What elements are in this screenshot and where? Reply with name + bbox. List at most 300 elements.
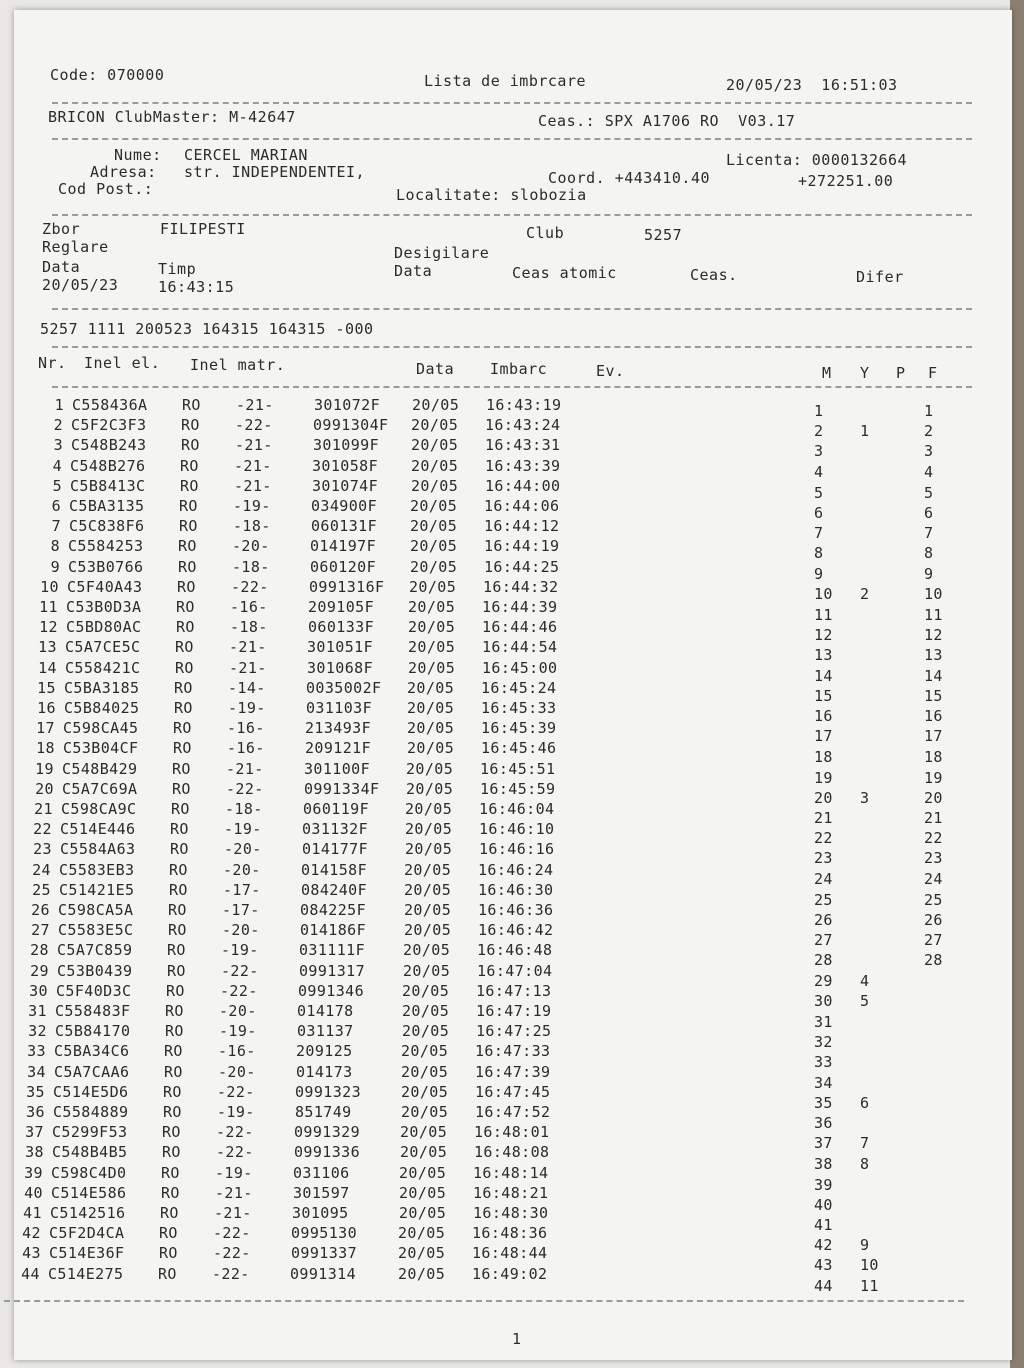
cell-f: 11: [924, 606, 943, 624]
cell-time: 16:48:08: [474, 1143, 550, 1162]
header-p: P: [896, 364, 906, 382]
cell-inel-el: C558436A: [72, 396, 148, 414]
cell-time: 16:45:59: [480, 779, 556, 798]
cell-inel-el: C5F2C3F3: [71, 416, 147, 435]
cell-inel-matr: 014177F: [302, 840, 369, 859]
cell-m: 30: [814, 991, 833, 1010]
cell-year: -22-: [217, 1082, 255, 1101]
header-f: F: [928, 364, 938, 382]
cell-nr: 37: [25, 1123, 44, 1142]
cell-f: 23: [924, 849, 943, 868]
cell-inel-el: C5F2D4CA: [49, 1224, 125, 1243]
cell-time: 16:44:00: [485, 476, 561, 495]
cell-inel-el: C598C4D0: [51, 1163, 127, 1182]
cell-nr: 40: [24, 1183, 43, 1202]
cell-inel-matr: 209121F: [305, 739, 372, 758]
cell-country: RO: [166, 981, 185, 1000]
cell-date: 20/05: [411, 476, 459, 495]
cell-year: -21-: [215, 1183, 253, 1202]
cell-date: 20/05: [399, 1204, 447, 1222]
cell-date: 20/05: [411, 456, 459, 475]
cell-nr: 39: [24, 1163, 43, 1182]
cell-nr: 2: [53, 416, 63, 435]
cell-m: 44: [814, 1276, 833, 1295]
cell-inel-el: C5F40A43: [67, 577, 143, 596]
cell-country: RO: [165, 1022, 184, 1041]
cell-inel-el: C5584A63: [60, 840, 136, 859]
cell-date: 20/05: [410, 537, 458, 556]
cell-year: -20-: [223, 860, 261, 879]
cell-inel-matr: 209125: [296, 1042, 353, 1061]
printout-page: [14, 10, 1012, 1360]
cell-inel-el: C548B276: [70, 456, 146, 475]
cell-country: RO: [164, 1042, 183, 1061]
cell-inel-matr: 031132F: [302, 820, 369, 839]
cell-nr: 27: [31, 921, 50, 940]
cell-year: -22-: [235, 416, 273, 435]
cell-nr: 22: [33, 820, 52, 839]
cell-country: RO: [176, 618, 195, 637]
cell-year: -16-: [230, 598, 268, 616]
cell-date: 20/05: [401, 1103, 449, 1121]
cell-inel-el: C5583E5C: [58, 921, 134, 940]
cell-year: -22-: [221, 961, 259, 980]
cell-time: 16:44:39: [482, 598, 558, 616]
cell-nr: 41: [23, 1204, 42, 1222]
cell-inel-matr: 301068F: [307, 658, 374, 677]
cell-year: -16-: [227, 739, 265, 758]
divider: [52, 214, 972, 216]
cell-nr: 8: [50, 537, 60, 556]
cell-country: RO: [163, 1082, 182, 1101]
cell-nr: 12: [39, 618, 58, 637]
reglare-label: Reglare: [42, 238, 109, 256]
cell-f: 4: [924, 462, 934, 481]
cell-time: 16:45:24: [481, 678, 557, 697]
cell-time: 16:47:39: [475, 1062, 551, 1081]
cell-country: RO: [173, 719, 192, 738]
cell-inel-matr: 0991346: [298, 981, 365, 1000]
cell-m: 14: [814, 666, 833, 685]
cell-date: 20/05: [402, 1002, 450, 1020]
cell-time: 16:46:36: [478, 901, 554, 919]
cell-country: RO: [163, 1103, 182, 1121]
cell-time: 16:47:25: [476, 1022, 552, 1041]
cell-nr: 44: [21, 1264, 40, 1283]
cell-inel-matr: 301099F: [313, 436, 380, 455]
cell-m: 38: [814, 1155, 833, 1174]
cell-f: 5: [924, 483, 934, 502]
cell-year: -17-: [222, 901, 260, 919]
cell-f: 9: [924, 564, 934, 583]
cell-year: -21-: [234, 476, 272, 495]
cell-country: RO: [182, 396, 201, 414]
cell-time: 16:44:12: [484, 517, 560, 536]
cell-inel-matr: 0995130: [291, 1224, 358, 1243]
cell-inel-el: C5299F53: [52, 1123, 128, 1142]
zbor-label: Zbor: [42, 220, 81, 238]
cell-inel-matr: 301072F: [314, 396, 381, 414]
header-nr: Nr.: [38, 354, 67, 372]
cell-time: 16:49:02: [472, 1264, 548, 1283]
club-value: 5257: [644, 226, 683, 244]
document-title: Lista de imbrcare: [424, 72, 587, 90]
cell-time: 16:47:19: [476, 1002, 552, 1020]
cell-y: 11: [860, 1276, 879, 1295]
cell-date: 20/05: [408, 618, 456, 637]
cell-inel-matr: 060119F: [303, 800, 370, 818]
cell-inel-matr: 031137: [297, 1022, 354, 1041]
cell-nr: 14: [38, 658, 57, 677]
owner-address: str. INDEPENDENTEI,: [184, 163, 366, 181]
cell-inel-el: C51421E5: [59, 880, 135, 899]
cell-date: 20/05: [408, 598, 456, 616]
cell-nr: 29: [30, 961, 49, 980]
cell-f: 19: [924, 768, 943, 787]
owner-name: CERCEL MARIAN: [184, 146, 308, 164]
cell-inel-matr: 301074F: [312, 476, 379, 495]
cell-country: RO: [172, 759, 191, 778]
cell-date: 20/05: [405, 800, 453, 818]
cell-time: 16:44:54: [482, 638, 558, 657]
cell-year: -17-: [223, 880, 261, 899]
cell-time: 16:48:14: [473, 1163, 549, 1182]
cell-inel-matr: 851749: [295, 1103, 352, 1121]
cell-year: -22-: [216, 1143, 254, 1162]
cell-inel-matr: 0035002F: [306, 678, 382, 697]
cell-inel-matr: 014178: [297, 1002, 354, 1020]
cell-m: 26: [814, 911, 833, 929]
cell-inel-el: C53B0D3A: [66, 598, 142, 616]
cell-country: RO: [172, 779, 191, 798]
cell-date: 20/05: [412, 396, 460, 414]
print-datetime: 20/05/23 16:51:03: [726, 76, 898, 94]
cell-year: -21-: [234, 456, 272, 475]
cell-date: 20/05: [405, 840, 453, 859]
cell-time: 16:44:32: [483, 577, 559, 596]
cell-time: 16:44:46: [482, 618, 558, 637]
cell-inel-el: C5BA3185: [64, 678, 140, 697]
cell-m: 36: [814, 1114, 833, 1132]
cell-f: 3: [924, 442, 934, 461]
cell-m: 12: [814, 626, 833, 645]
cell-date: 20/05: [404, 880, 452, 899]
cell-inel-matr: 031106: [293, 1163, 350, 1182]
race-time: 16:43:15: [158, 278, 235, 296]
header-data: Data: [416, 360, 455, 378]
desigilare-label: Desigilare: [394, 244, 490, 262]
header-m: M: [822, 364, 832, 382]
cell-year: -21-: [226, 759, 264, 778]
cell-inel-el: C548B429: [62, 759, 138, 778]
cell-time: 16:44:06: [484, 497, 560, 515]
cell-time: 16:45:46: [481, 739, 557, 758]
cell-inel-el: C514E5D6: [53, 1082, 129, 1101]
cell-inel-el: C5142516: [50, 1204, 126, 1222]
cell-f: 28: [924, 951, 943, 970]
cell-inel-matr: 301597: [293, 1183, 350, 1202]
cell-date: 20/05: [404, 921, 452, 940]
cell-nr: 10: [40, 577, 59, 596]
cell-m: 11: [814, 606, 833, 624]
cell-year: -22-: [220, 981, 258, 1000]
cell-country: RO: [170, 840, 189, 859]
cell-nr: 43: [22, 1244, 41, 1263]
cell-inel-el: C548B4B5: [52, 1143, 128, 1162]
ceas-atomic-label: Ceas atomic: [512, 264, 617, 282]
cell-nr: 15: [37, 678, 56, 697]
cell-country: RO: [176, 598, 195, 616]
cell-nr: 33: [27, 1042, 46, 1061]
cell-time: 16:44:19: [484, 537, 560, 556]
cell-m: 40: [814, 1195, 833, 1214]
cell-inel-el: C5BA34C6: [54, 1042, 130, 1061]
cell-time: 16:48:01: [474, 1123, 550, 1142]
cell-country: RO: [167, 961, 186, 980]
page-number: 1: [512, 1330, 522, 1348]
cell-date: 20/05: [406, 779, 454, 798]
cell-m: 3: [814, 442, 824, 461]
race-date: 20/05/23: [42, 276, 119, 294]
cell-nr: 3: [53, 436, 63, 455]
cell-date: 20/05: [410, 517, 458, 536]
cell-inel-matr: 301051F: [307, 638, 374, 657]
header-ev: Ev.: [596, 362, 625, 380]
cell-date: 20/05: [400, 1123, 448, 1142]
cell-country: RO: [179, 517, 198, 536]
cell-inel-matr: 060133F: [308, 618, 375, 637]
cell-time: 16:46:48: [477, 941, 553, 960]
cell-nr: 7: [51, 517, 61, 536]
cell-year: -20-: [219, 1002, 257, 1020]
cell-inel-el: C5583EB3: [59, 860, 135, 879]
cell-f: 6: [924, 504, 934, 522]
cell-year: -19-: [215, 1163, 253, 1182]
cell-m: 5: [814, 483, 824, 502]
cell-f: 7: [924, 524, 934, 543]
cell-year: -22-: [212, 1264, 250, 1283]
cell-country: RO: [175, 638, 194, 657]
cell-country: RO: [180, 456, 199, 475]
cell-inel-matr: 031111F: [299, 941, 366, 960]
cell-m: 2: [814, 422, 824, 441]
cell-year: -19-: [224, 820, 262, 839]
cell-inel-matr: 014173: [296, 1062, 353, 1081]
cell-country: RO: [181, 416, 200, 435]
cell-y: 2: [860, 584, 870, 603]
cell-inel-matr: 209105F: [308, 598, 375, 616]
cell-inel-matr: 0991336: [294, 1143, 361, 1162]
coordinates-2: +272251.00: [798, 172, 894, 190]
cell-inel-el: C53B0439: [57, 961, 133, 980]
cell-f: 15: [924, 686, 943, 705]
cell-inel-el: C5C838F6: [69, 517, 145, 536]
cell-nr: 16: [37, 699, 56, 717]
cell-country: RO: [161, 1183, 180, 1202]
cell-nr: 34: [27, 1062, 46, 1081]
cell-f: 1: [924, 402, 934, 420]
cell-inel-matr: 0991316F: [309, 577, 385, 596]
cell-inel-matr: 014197F: [310, 537, 377, 556]
cell-inel-el: C5584253: [68, 537, 144, 556]
cell-nr: 32: [28, 1022, 47, 1041]
code-label: Code: 070000: [50, 66, 165, 84]
cell-country: RO: [179, 497, 198, 515]
cell-inel-matr: 031103F: [306, 699, 373, 717]
cell-inel-matr: 301095: [292, 1204, 349, 1222]
cell-m: 25: [814, 890, 833, 909]
cell-date: 20/05: [398, 1244, 446, 1263]
cell-y: 5: [860, 991, 870, 1010]
cell-country: RO: [174, 699, 193, 717]
cell-country: RO: [181, 436, 200, 455]
cell-f: 2: [924, 422, 934, 441]
cell-m: 24: [814, 869, 833, 888]
cell-date: 20/05: [401, 1062, 449, 1081]
license-number: Licenta: 0000132664: [726, 151, 908, 169]
summary-line: 5257 1111 200523 164315 164315 -000: [40, 320, 374, 338]
cell-time: 16:45:51: [480, 759, 556, 778]
cell-m: 20: [814, 788, 833, 807]
cell-country: RO: [167, 941, 186, 960]
cell-date: 20/05: [404, 901, 452, 919]
cell-year: -21-: [229, 638, 267, 657]
cell-f: 21: [924, 809, 943, 827]
cell-year: -16-: [218, 1042, 256, 1061]
cell-y: 1: [860, 422, 870, 441]
cell-nr: 23: [33, 840, 52, 859]
cell-date: 20/05: [408, 638, 456, 657]
cell-nr: 21: [34, 800, 53, 818]
cell-m: 35: [814, 1093, 833, 1112]
cell-nr: 30: [29, 981, 48, 1000]
cell-f: 12: [924, 626, 943, 645]
cell-date: 20/05: [404, 860, 452, 879]
name-label: Nume:: [114, 146, 162, 164]
cell-date: 20/05: [402, 1022, 450, 1041]
cell-inel-matr: 301058F: [312, 456, 379, 475]
cell-f: 14: [924, 666, 943, 685]
cell-country: RO: [168, 921, 187, 940]
cell-nr: 31: [28, 1002, 47, 1020]
cell-y: 4: [860, 971, 870, 990]
cell-date: 20/05: [407, 719, 455, 738]
cell-f: 16: [924, 707, 943, 725]
cell-inel-matr: 0991317: [299, 961, 366, 980]
cell-nr: 36: [26, 1103, 45, 1121]
cell-m: 32: [814, 1033, 833, 1052]
cell-time: 16:46:16: [479, 840, 555, 859]
cell-m: 41: [814, 1216, 833, 1234]
cell-date: 20/05: [406, 759, 454, 778]
coordinates: Coord. +443410.40: [548, 169, 711, 187]
timp-label: Timp: [158, 260, 197, 278]
cell-m: 6: [814, 504, 824, 522]
cell-nr: 24: [32, 860, 51, 879]
cell-m: 15: [814, 686, 833, 705]
system-name: BRICON ClubMaster: M-42647: [48, 108, 296, 126]
cell-inel-matr: 0991323: [295, 1082, 362, 1101]
address-label: Adresa:: [90, 163, 157, 181]
cell-m: 1: [814, 402, 824, 420]
cell-country: RO: [159, 1224, 178, 1243]
cell-y: 9: [860, 1236, 870, 1255]
cell-m: 17: [814, 727, 833, 746]
cell-country: RO: [169, 880, 188, 899]
cell-country: RO: [173, 739, 192, 758]
cell-country: RO: [178, 537, 197, 556]
club-label: Club: [526, 224, 565, 242]
cell-m: 42: [814, 1236, 833, 1255]
cell-year: -22-: [216, 1123, 254, 1142]
cell-country: RO: [161, 1163, 180, 1182]
cell-country: RO: [165, 1002, 184, 1020]
divider: [52, 102, 972, 104]
cell-time: 16:47:45: [475, 1082, 551, 1101]
cell-inel-matr: 213493F: [305, 719, 372, 738]
cell-y: 6: [860, 1093, 870, 1112]
cell-m: 21: [814, 809, 833, 827]
locality: Localitate: slobozia: [396, 186, 587, 204]
cell-time: 16:46:42: [478, 921, 554, 940]
cell-m: 37: [814, 1134, 833, 1153]
cell-inel-matr: 060120F: [310, 557, 377, 576]
postcode-label: Cod Post.:: [58, 180, 154, 198]
cell-inel-matr: 0991304F: [313, 416, 389, 435]
cell-year: -19-: [233, 497, 271, 515]
cell-inel-el: C5A7C859: [57, 941, 133, 960]
header-y: Y: [860, 364, 870, 382]
cell-inel-el: C5F40D3C: [56, 981, 132, 1000]
cell-inel-matr: 084225F: [300, 901, 367, 919]
cell-nr: 28: [30, 941, 49, 960]
cell-time: 16:43:31: [485, 436, 561, 455]
cell-time: 16:45:00: [482, 658, 558, 677]
cell-f: 8: [924, 544, 934, 563]
cell-f: 26: [924, 911, 943, 929]
cell-nr: 6: [51, 497, 61, 515]
cell-inel-matr: 034900F: [311, 497, 378, 515]
cell-date: 20/05: [410, 497, 458, 515]
cell-inel-el: C5B84170: [55, 1022, 131, 1041]
cell-m: 7: [814, 524, 824, 543]
divider: [52, 308, 972, 310]
cell-time: 16:47:33: [475, 1042, 551, 1061]
cell-year: -19-: [221, 941, 259, 960]
cell-m: 4: [814, 462, 824, 481]
divider: [4, 1300, 964, 1302]
cell-time: 16:48:44: [472, 1244, 548, 1263]
divider: [52, 346, 972, 348]
cell-date: 20/05: [411, 416, 459, 435]
cell-date: 20/05: [411, 436, 459, 455]
cell-country: RO: [162, 1143, 181, 1162]
cell-year: -19-: [219, 1022, 257, 1041]
cell-time: 16:46:10: [479, 820, 555, 839]
cell-nr: 1: [54, 396, 64, 414]
cell-nr: 11: [39, 598, 58, 616]
cell-year: -21-: [235, 436, 273, 455]
cell-time: 16:47:13: [476, 981, 552, 1000]
cell-date: 20/05: [402, 981, 450, 1000]
cell-date: 20/05: [410, 557, 458, 576]
cell-m: 19: [814, 768, 833, 787]
cell-nr: 4: [52, 456, 62, 475]
cell-year: -21-: [214, 1204, 252, 1222]
cell-year: -20-: [222, 921, 260, 940]
cell-inel-el: C5B8413C: [70, 476, 146, 495]
cell-inel-matr: 0991329: [294, 1123, 361, 1142]
